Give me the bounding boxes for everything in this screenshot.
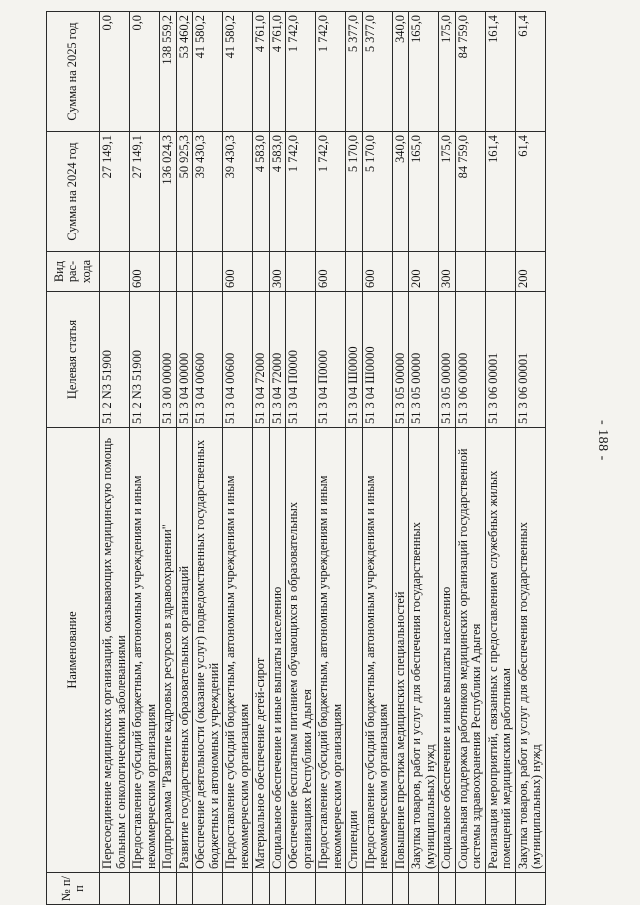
row-sum-2024: 175,0 [439, 132, 456, 252]
row-code: 51 3 04 Ш0000 [362, 292, 392, 428]
row-number [439, 873, 456, 905]
row-sum-2024: 1 742,0 [316, 132, 346, 252]
row-expense-kind: 600 [316, 252, 346, 292]
header-code: Целевая статья [47, 292, 100, 428]
row-expense-kind [455, 252, 485, 292]
row-expense-kind [286, 252, 316, 292]
row-name: Материальное обеспечение детей-сирот [253, 428, 270, 873]
row-sum-2025: 1 742,0 [316, 12, 346, 132]
row-sum-2024: 136 024,3 [160, 132, 177, 252]
row-code: 51 3 00 00000 [160, 292, 177, 428]
table-row [130, 12, 160, 905]
row-expense-kind: 300 [439, 252, 456, 292]
table-row [455, 12, 485, 905]
row-number [160, 873, 177, 905]
row-code: 51 3 04 П0000 [316, 292, 346, 428]
row-sum-2024: 39 430,3 [223, 132, 253, 252]
row-sum-2025: 84 759,0 [455, 12, 485, 132]
row-number [515, 873, 545, 905]
row-sum-2024: 27 149,1 [130, 132, 160, 252]
row-code: 51 2 N3 51900 [130, 292, 160, 428]
row-sum-2024: 39 430,3 [193, 132, 223, 252]
budget-table [46, 11, 546, 905]
row-sum-2025: 5 377,0 [346, 12, 363, 132]
row-expense-kind: 600 [223, 252, 253, 292]
row-number [455, 873, 485, 905]
row-expense-kind [392, 252, 409, 292]
row-code: 51 3 04 00600 [193, 292, 223, 428]
table-header-row [47, 12, 100, 905]
row-expense-kind [485, 252, 515, 292]
row-number [269, 873, 286, 905]
row-sum-2025: 61,4 [515, 12, 545, 132]
row-name: Реализация мероприятий, связанных с предоставлением служебных жилых помещений медицинским работникам [485, 428, 515, 873]
row-number [346, 873, 363, 905]
row-name: Социальное обеспечение и иные выплаты населению [269, 428, 286, 873]
row-name: Предоставление субсидий бюджетным, автономным учреждениям и иным некоммерческим организациям [316, 428, 346, 873]
row-expense-kind [176, 252, 193, 292]
row-sum-2024: 161,4 [485, 132, 515, 252]
row-name: Обеспечение бесплатным питанием обучающихся в образовательных организациях Республики Адыгея [286, 428, 316, 873]
table-row [160, 12, 177, 905]
row-code: 51 3 05 00000 [439, 292, 456, 428]
row-code: 51 3 05 00000 [392, 292, 409, 428]
row-name: Стипендии [346, 428, 363, 873]
row-name: Предоставление субсидий бюджетным, автономным учреждениям и иным некоммерческим организациям [362, 428, 392, 873]
row-expense-kind [193, 252, 223, 292]
row-name: Развитие государственных образовательных организаций [176, 428, 193, 873]
row-number [485, 873, 515, 905]
row-code: 51 2 N3 51900 [100, 292, 130, 428]
row-name: Социальная поддержка работников медицинских организаций государственной системы здравоохранения Республики Адыгея [455, 428, 485, 873]
table-row [346, 12, 363, 905]
header-num: № п/п [47, 873, 100, 905]
row-sum-2024: 4 583,0 [269, 132, 286, 252]
row-sum-2024: 84 759,0 [455, 132, 485, 252]
row-expense-kind: 200 [409, 252, 439, 292]
row-code: 51 3 04 П0000 [286, 292, 316, 428]
row-name: Подпрограмма "Развитие кадровых ресурсов в здравоохранении" [160, 428, 177, 873]
page-number: - 188 - [595, 420, 610, 461]
row-code: 51 3 06 00001 [515, 292, 545, 428]
row-code: 51 3 04 72000 [253, 292, 270, 428]
row-sum-2024: 165,0 [409, 132, 439, 252]
row-code: 51 3 06 00000 [455, 292, 485, 428]
row-code: 51 3 04 00000 [176, 292, 193, 428]
table-row [316, 12, 346, 905]
row-name: Предоставление субсидий бюджетным, автономным учреждениям и иным некоммерческим организациям [130, 428, 160, 873]
row-sum-2025: 165,0 [409, 12, 439, 132]
row-code: 51 3 06 00001 [485, 292, 515, 428]
row-expense-kind [100, 252, 130, 292]
row-expense-kind [253, 252, 270, 292]
row-sum-2025: 0,0 [100, 12, 130, 132]
row-name: Закупка товаров, работ и услуг для обеспечения государственных (муниципальных) нужд [409, 428, 439, 873]
row-sum-2024: 4 583,0 [253, 132, 270, 252]
table-row [362, 12, 392, 905]
row-sum-2024: 5 170,0 [362, 132, 392, 252]
row-expense-kind: 600 [130, 252, 160, 292]
row-expense-kind [346, 252, 363, 292]
row-expense-kind: 200 [515, 252, 545, 292]
table-row [286, 12, 316, 905]
row-number [286, 873, 316, 905]
row-sum-2025: 5 377,0 [362, 12, 392, 132]
row-number [130, 873, 160, 905]
table-row [269, 12, 286, 905]
row-code: 51 3 04 72000 [269, 292, 286, 428]
row-sum-2025: 4 761,0 [253, 12, 270, 132]
table-row [409, 12, 439, 905]
row-sum-2024: 1 742,0 [286, 132, 316, 252]
row-sum-2025: 41 580,2 [193, 12, 223, 132]
row-number [223, 873, 253, 905]
row-sum-2025: 161,4 [485, 12, 515, 132]
table-row [223, 12, 253, 905]
row-sum-2024: 61,4 [515, 132, 545, 252]
row-number [392, 873, 409, 905]
row-name: Закупка товаров, работ и услуг для обеспечения государственных (муниципальных) нужд [515, 428, 545, 873]
row-code: 51 3 04 Ш0000 [346, 292, 363, 428]
row-number [362, 873, 392, 905]
table-row [515, 12, 545, 905]
row-number [409, 873, 439, 905]
row-name: Социальное обеспечение и иные выплаты населению [439, 428, 456, 873]
rotated-page [46, 12, 556, 905]
header-kind: Вид рас-хода [47, 252, 100, 292]
row-sum-2025: 1 742,0 [286, 12, 316, 132]
table-row [100, 12, 130, 905]
row-name: Пересоединение медицинских организаций, оказывающих медицинскую помощь больным с онкологическими заболеваниями [100, 428, 130, 873]
row-sum-2025: 41 580,2 [223, 12, 253, 132]
row-name: Предоставление субсидий бюджетным, автономным учреждениям и иным некоммерческим организациям [223, 428, 253, 873]
row-expense-kind [160, 252, 177, 292]
row-expense-kind: 600 [362, 252, 392, 292]
row-sum-2025: 340,0 [392, 12, 409, 132]
row-name: Повышение престижа медицинских специальностей [392, 428, 409, 873]
row-sum-2025: 53 460,2 [176, 12, 193, 132]
row-number [316, 873, 346, 905]
table-row [485, 12, 515, 905]
table-row [392, 12, 409, 905]
row-sum-2024: 27 149,1 [100, 132, 130, 252]
row-sum-2025: 4 761,0 [269, 12, 286, 132]
table-row [176, 12, 193, 905]
row-sum-2025: 138 559,2 [160, 12, 177, 132]
table-row [253, 12, 270, 905]
header-sum-2025: Сумма на 2025 год [47, 12, 100, 132]
row-sum-2025: 0,0 [130, 12, 160, 132]
row-sum-2025: 175,0 [439, 12, 456, 132]
row-number [100, 873, 130, 905]
header-sum-2024: Сумма на 2024 год [47, 132, 100, 252]
row-name: Обеспечение деятельности (оказание услуг) подведомственных государственных бюджетных и автономных учреждений [193, 428, 223, 873]
row-code: 51 3 04 00600 [223, 292, 253, 428]
table-row [439, 12, 456, 905]
row-number [193, 873, 223, 905]
row-number [176, 873, 193, 905]
row-sum-2024: 340,0 [392, 132, 409, 252]
table-row [193, 12, 223, 905]
row-number [253, 873, 270, 905]
row-expense-kind: 300 [269, 252, 286, 292]
row-code: 51 3 05 00000 [409, 292, 439, 428]
header-name: Наименование [47, 428, 100, 873]
row-sum-2024: 5 170,0 [346, 132, 363, 252]
row-sum-2024: 50 925,3 [176, 132, 193, 252]
